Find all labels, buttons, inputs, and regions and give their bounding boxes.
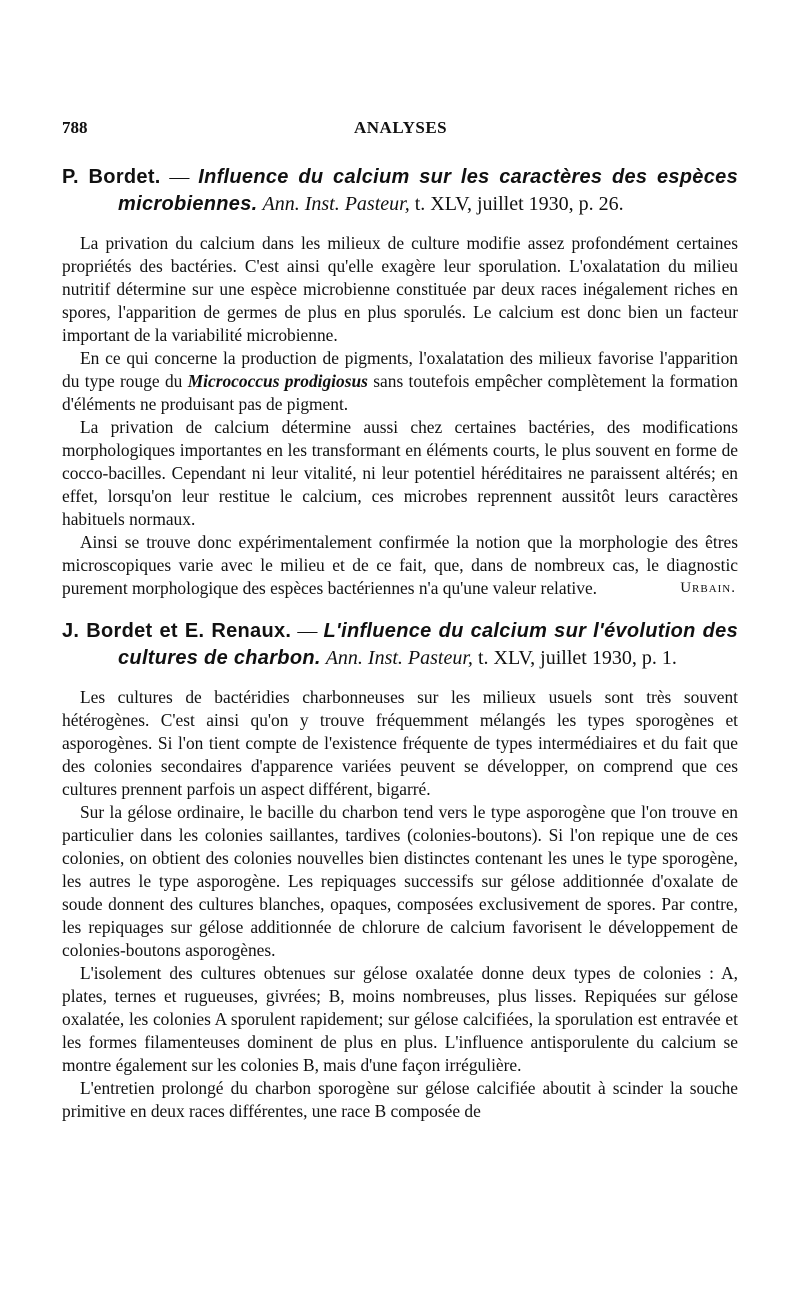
page-number: 788 (62, 118, 88, 137)
species-name: Micrococcus prodigiosus (187, 371, 368, 391)
entry-2-paragraph-3: L'isolement des cultures obtenues sur gélose oxalatée donne deux types de colonies : A, plates, ternes et rugueuses, givrées; B, moins nombreuses, plus lisses. Repiquées sur gélose oxalatée, les colonies A sporulent rapidement; sur gélose calcifiées, la sporulation est entravée et les formes filamenteuses dominent de plus en plus. L'influence antisporulente du calcium se montre également sur les colonies B, mais d'une façon irrégulière. (62, 963, 738, 1075)
entry-1-journal: Ann. Inst. Pasteur, (262, 193, 410, 215)
entry-2-author: J. Bordet et E. Renaux. (62, 620, 292, 642)
entry-1-author: P. Bordet. (62, 166, 161, 188)
entry-1-paragraph-1: La privation du calcium dans les milieux de culture modifie assez profondément certaines propriétés des bactéries. C'est ainsi qu'elle exagère leur sporulation. L'oxalatation du milieu nutritif détermine sur une espèce microbienne constituée par deux races inégalement riches en spores, l'apparition de germes de plus en plus sporulés. Le calcium est donc bien un facteur important de la variabilité microbienne. (62, 233, 738, 345)
entry-2-paragraph-1: Les cultures de bactéridies charbonneuses sur les milieux usuels sont très souvent hétérogènes. C'est ainsi qu'on y trouve fréquemment mélangés les types sporogènes et asporogènes. Si l'on tient compte de l'existence fréquente de types intermédiaires et du fait que des colonies secondaires d'apparence variées peuvent se développer, on comprend que ces cultures prennent parfois un aspect différent, bigarré. (62, 687, 738, 799)
entry-1-paragraph-4-text: Ainsi se trouve donc expérimentalement confirmée la notion que la morphologie des êtres microscopiques varie avec le milieu et de ce fait, que, dans de nombreux cas, le diagnostic purement morphologique des espèces bactériennes n'a qu'une valeur relative. (62, 532, 738, 598)
entry-2-paragraph-2: Sur la gélose ordinaire, le bacille du charbon tend vers le type asporogène que l'on trouve en particulier dans les colonies saillantes, tardives (colonies-boutons). Si l'on repique une de ces colonies, on obtient des colonies nouvelles bien distinctes contenant les unes le type sporogène, les autres le type asporogène. Les repiquages successifs sur gélose additionnée d'oxalate de soude donnent des cultures blanches, opaques, composées exclusivement de spores. Par contre, les repiquages sur gélose additionnée de chlorure de calcium favorisent le développement de colonies-boutons asporogènes. (62, 802, 738, 960)
pigment-text-before: En ce qui concerne la production de pigments, l'oxalatation des milieux favorise l'apparition du type rouge du (62, 348, 738, 391)
entry-1-reference: t. XLV, juillet 1930, p. 26. (409, 193, 624, 215)
running-title: ANALYSES (354, 118, 448, 137)
entry-2-title: L'influence du calcium sur l'évolution des cultures de charbon. (118, 620, 739, 669)
entry-2-reference: t. XLV, juillet 1930, p. 1. (472, 647, 677, 669)
pigment-text-after: sans toutefois empêcher complètement la formation d'éléments ne produisant pas de pigment. (62, 371, 738, 414)
entry-1-heading (62, 164, 738, 218)
entry-2-heading (62, 618, 738, 672)
entry-1-paragraph-3: La privation de calcium détermine aussi chez certaines bactéries, des modifications morphologiques importantes en les transformant en éléments courts, le plus souvent en forme de cocco-bacilles. Cependant ni leur vitalité, ni leur potentiel héréditaires ne paraissent altérés; en effet, lorsqu'on leur restitue le calcium, ces microbes reprennent aussitôt leurs caractères habituels normaux. (62, 417, 738, 529)
entry-1-paragraph-4 (62, 531, 738, 600)
entry-2-paragraph-4: L'entretien prolongé du charbon sporogène sur gélose calcifiée aboutit à scinder la souche primitive en deux races différentes, une race B composée de (62, 1078, 738, 1121)
entry-1-paragraph-pigment (62, 347, 738, 416)
journal-page (62, 118, 738, 1123)
entry-1-separator: — (160, 166, 199, 188)
entry-2-journal: Ann. Inst. Pasteur, (325, 647, 473, 669)
reviewer-signature: Urbain. (680, 580, 736, 596)
entry-2-separator: — (291, 620, 324, 642)
running-header (62, 118, 738, 142)
entry-1-title: Influence du calcium sur les caractères des espèces microbiennes. (118, 166, 739, 215)
